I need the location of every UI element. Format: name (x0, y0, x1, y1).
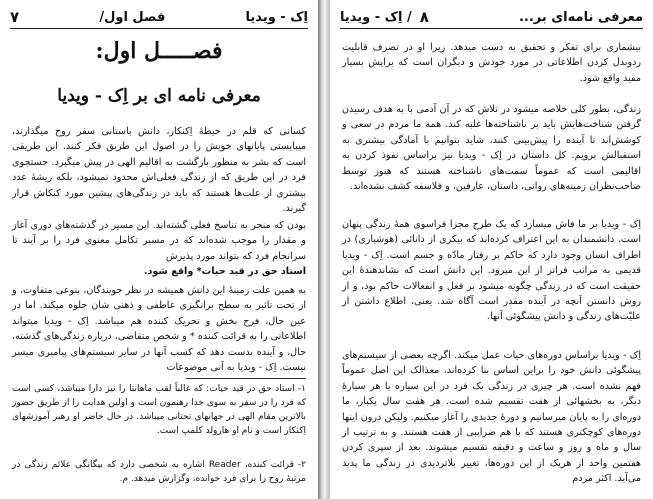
chapter-title: معرفی نامه ای بر اِک - ویدیا (57, 86, 261, 106)
chapter-heading: فصـــــل اول: (95, 38, 223, 64)
footnote-rule (186, 378, 306, 379)
paragraph: به همین علت زمینهٔ این دانش همیشه در نظر جویندگان، بنوعی متفاوت، و از تحت تاثیر به سطح برانگیزی عاطفی و ذهنی شان جلوه میکند. اما در عین حال، فرح بخش و تحریک کننده هم میباشد. اِک - ویدیا میتواند اطلاعاتی را به قرائت کننده * و شخص متقاضی، درباره زندگی‌های گذشته، حال، و آینده بدست دهد که کسب آنها در سایر سیستم‌های پیامبری میسر نیست. اِک - ویدیا به آنی موضوعات (12, 285, 306, 374)
page-number: ۷ (10, 8, 20, 26)
page-header (10, 8, 308, 26)
paragraph: اِک - ویدیا براساس دوره‌های حیات عمل میکند. اگرچه بعضی از سیستم‌های پیشگوئی دانش خود را براین اساس بنا کرده‌اند، معذالک این اصل عموماً فهم نشده است. هر چیزی در زندگی یک فرد در این سیاره یا هر سیارهٔ دیگر، به بخشهائی از هفت تقسیم شده است. هر هفت سال یکبار، ما دوره‌ای را به پایان میرسانیم و دورهٔ جدیدی را آغاز میکنیم. ولیکن درون اینها دوره‌های کوچکتری هستند که با هم ضرایبی از هفت هستند. و به ترتیب از سال و ماه و روز و ساعت و دقیقه تقسیم میشوند. بعد از سپری کردن هفتمین واحد از هریک از این دوره‌ها، تغییر بلاتردیدی در زندگی ما پدید می‌آید. اکثر مردم (342, 350, 641, 485)
page-number: ۸ (419, 8, 429, 26)
header-rule (340, 28, 643, 29)
running-book-title: / اِک - ویدیا (340, 9, 412, 25)
footnote: ۱- استاد حق در قید حیات: که غالباً لقب ماهانتا را نیز دارا میباشد، کسی است که فرد را در سفر به سوی خدا رهنمون است و اولین هدایت را از طریق حضور بالاترین مقام الهی در جهانهای تحتانی میباشد. در حال حاضر او رهبر آموزشهای اِکنکار است و نام او هارولد کلمپ است. (12, 384, 306, 436)
header-rule (10, 28, 308, 29)
running-book-title: اِک - ویدیا (245, 9, 308, 25)
running-chapter: فصل اول/ (99, 9, 166, 25)
running-title: معرفی نامه‌ای بر... (518, 9, 643, 25)
paragraph: بیشماری برای تفکر و تحقیق به دست میدهد. زیرا او در تصرف قابلیت ردوبدل کردن اطلاعاتی در مورد خودش و دیگران است که برایش بسیار مفید واقع شود. (342, 42, 641, 84)
paragraph: استاد حق در قید حیات* واقع شود. (143, 266, 306, 277)
book-gutter (318, 0, 330, 499)
page-left (0, 0, 318, 499)
header-right-group (340, 8, 429, 26)
footnote: ۲- قرائت کننده، Reader اشاره به شخصی دارد که بیگانگی علائم زندگی در مرتبهٔ روح را برای فرد خوانده، وگزارش میدهد. م. (12, 460, 306, 484)
paragraph: بودن که منجر به تناسخ فعلی گشته‌اند. این مسیر در گذشته‌های دوری آغاز و مقدار را موجب شده‌اند که در مسیر تکامل معنوی فرد را بر آیند تا سرانجام فرد که بتواند مورد پذیرش (12, 220, 306, 262)
page-right (330, 0, 653, 499)
paragraph: اِک - ویدیا بر ما فاش میسازد که یک طرح مجزا فراسوی همهٔ زندگی پنهان است. دانشمندان به این اعتراف کرده‌اند که بیکری از دانائی (هوشیاری) در اطراف انسان وجود دارد که حاکم بر رفتار مادّه و جسم است. اِک - ویدیا قدیمی به مراتب فراتر از این میرود. این دانش است که نشاندهندهٔ این حقیقت است که در زندگی چگونه میشود بر فعل و انفعالات حاکم بود، و از روش دانستن آنچه در آینده مقدر است آگاه شد. یعنی، اطلاع داشتن از علیّت‌های زندگی و دانش پیشگوئی آنها. (342, 219, 641, 323)
page-header (340, 8, 643, 26)
paragraph: زندگی، بطور کلی خلاصه میشود در تلاش که در آن آدمی با به هدف رسیدن گرفتن شناخت‌هایش باید بر ناشناخته‌ها غلبه کند. همه ما مردم در سعی و کوشش‌اند تا آینده را پیش‌بینی کنند، شاید بتوانیم با آمادگی بیشتری به استقبالش برویم. کل داستان در اِک - ویدیا نیز براساس نفوذ کردن به اقالیمی است که عموماً سمت‌های ناشناخته هستند که هنوز توسط صاحب‌نظران زمینه‌های روانی، داستان، عارفین، و فلاسفه کشف نشده‌اند. (342, 104, 641, 193)
paragraph: کسانی که قلم در حیطهٔ اِکنکار، دانش باستانی سفر روح میگذارند، میبایستی پایانهای خویش را در اصول این طریق فکر کنند. این طریقی است که بشر به منظور بازگشت به اقالیم الهی در پیش میگیرد. جستجوی فرد در این طریق که از زندگی فعلی‌اش محدود نمیشود، بلکه ریشهٔ عدد بیشتری از علت‌ها هستند که باید در زندگی‌های پیشین مورد کنکاش قرار گیرند. (12, 126, 306, 215)
